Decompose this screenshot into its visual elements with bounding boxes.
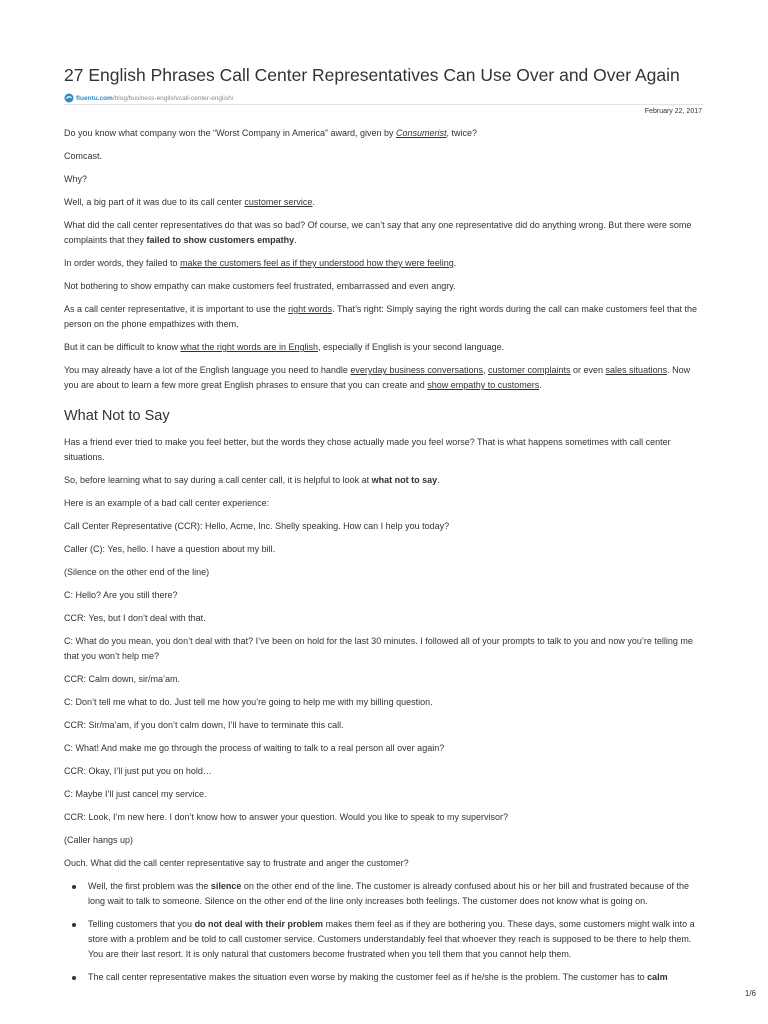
link-show-empathy[interactable]: show empathy to customers: [427, 380, 540, 390]
dialog-line: C: Hello? Are you still there?: [64, 590, 178, 600]
dialog-line: CCR: Sir/ma’am, if you don’t calm down, I’ll have to terminate this call.: [64, 720, 344, 730]
article-body: [64, 126, 704, 993]
article-title: 27 English Phrases Call Center Representatives Can Use Over and Over Again: [64, 65, 680, 85]
source-domain: fluentu.com: [76, 94, 113, 102]
dialog-line: CCR: Yes, but I don’t deal with that.: [64, 613, 206, 623]
dialog-line: C: Don’t tell me what to do. Just tell me how you’re going to help me with my billing question.: [64, 697, 433, 707]
link-business-conversations[interactable]: everyday business conversations: [350, 365, 483, 375]
dialog-line: Caller (C): Yes, hello. I have a question about my bill.: [64, 544, 276, 554]
paragraph: What did the call center representatives do that was so bad? Of course, we can’t say that any one representative did do anything wrong. But there were some complaints that they failed to show customers empathy.: [64, 220, 692, 245]
link-right-words-english[interactable]: what the right words are in English: [180, 342, 318, 352]
fluentu-logo-icon: [64, 93, 74, 103]
paragraph: Has a friend ever tried to make you feel better, but the words they chose actually made you feel worse? That is what happens sometimes with call center situations.: [64, 437, 671, 462]
paragraph: In order words, they failed to make the customers feel as if they understood how they were feeling.: [64, 258, 457, 268]
paragraph: Do you know what company won the “Worst Company in America” award, given by Consumerist, twice?: [64, 128, 478, 138]
paragraph: You may already have a lot of the English language you need to handle everyday business conversations, customer complaints or even sales situations. Now you are about to learn a few more great English phrases to ensure that you can create and show empathy to customers.: [64, 365, 691, 390]
dialog-line: CCR: Okay, I’ll just put you on hold…: [64, 766, 212, 776]
paragraph: Well, a big part of it was due to its call center customer service.: [64, 197, 315, 207]
link-sales-situations[interactable]: sales situations: [605, 365, 668, 375]
bullet-list: [64, 879, 704, 985]
link-right-words[interactable]: right words: [288, 304, 333, 314]
source-url[interactable]: [64, 91, 234, 105]
header-divider: [64, 104, 704, 105]
paragraph: Not bothering to show empathy can make customers feel frustrated, embarrassed and even angry.: [64, 281, 456, 291]
dialog-line: C: What do you mean, you don’t deal with that? I’ve been on hold for the last 30 minutes. I followed all of your prompts to talk to you and now you’re telling me that you won’t help me?: [64, 636, 693, 661]
dialog-line: CCR: Look, I’m new here. I don’t know how to answer your question. Would you like to speak to my supervisor?: [64, 812, 509, 822]
section-heading: What Not to Say: [64, 408, 170, 424]
dialog-line: C: Maybe I’ll just cancel my service.: [64, 789, 207, 799]
source-path: /blog/business-english/call-center-english/: [112, 94, 234, 102]
paragraph: Why?: [64, 174, 88, 184]
paragraph: Ouch. What did the call center representative say to frustrate and anger the customer?: [64, 858, 409, 868]
link-make-customers-feel[interactable]: make the customers feel as if they understood how they were feeling: [180, 258, 454, 268]
link-customer-complaints[interactable]: customer complaints: [487, 365, 571, 375]
page-number: 1/6: [744, 989, 756, 998]
paragraph: But it can be difficult to know what the right words are in English, especially if English is your second language.: [64, 342, 505, 352]
list-item: The call center representative makes the situation even worse by making the customer feel as if he/she is the problem. The customer has to calm: [64, 970, 704, 985]
link-customer-service[interactable]: customer service: [244, 197, 313, 207]
paragraph: Comcast.: [64, 151, 103, 161]
dialog-line: Call Center Representative (CCR): Hello, Acme, Inc. Shelly speaking. How can I help you today?: [64, 521, 450, 531]
dialog-line: (Silence on the other end of the line): [64, 567, 210, 577]
article-date: February 22, 2017: [644, 108, 702, 115]
dialog-line: C: What! And make me go through the process of waiting to talk to a real person all over again?: [64, 743, 445, 753]
paragraph: So, before learning what to say during a call center call, it is helpful to look at what not to say.: [64, 475, 440, 485]
list-item: Well, the first problem was the silence on the other end of the line. The customer is already confused about his or her bill and frustrated because of the long wait to talk to someone. Silence on the other end of the line only increases both feelings. The customer does not know what is going on.: [64, 879, 704, 909]
list-item: Telling customers that you do not deal with their problem makes them feel as if they are bothering you. These days, some customers might walk into a store with a problem and be told to call customer service. Customers understandably feel that whoever they reach is supposed to be there to help them. You are their last resort. It is only natural that customers become frustrated when you tell them that you cannot help them.: [64, 917, 704, 962]
paragraph: As a call center representative, it is important to use the right words. That’s right: Simply saying the right words during the call can make customers feel that the person on the phone empathizes with them.: [64, 304, 697, 329]
dialog-line: CCR: Calm down, sir/ma’am.: [64, 674, 181, 684]
link-consumerist[interactable]: Consumerist: [395, 128, 447, 138]
dialog-line: (Caller hangs up): [64, 835, 134, 845]
paragraph: Here is an example of a bad call center experience:: [64, 498, 270, 508]
